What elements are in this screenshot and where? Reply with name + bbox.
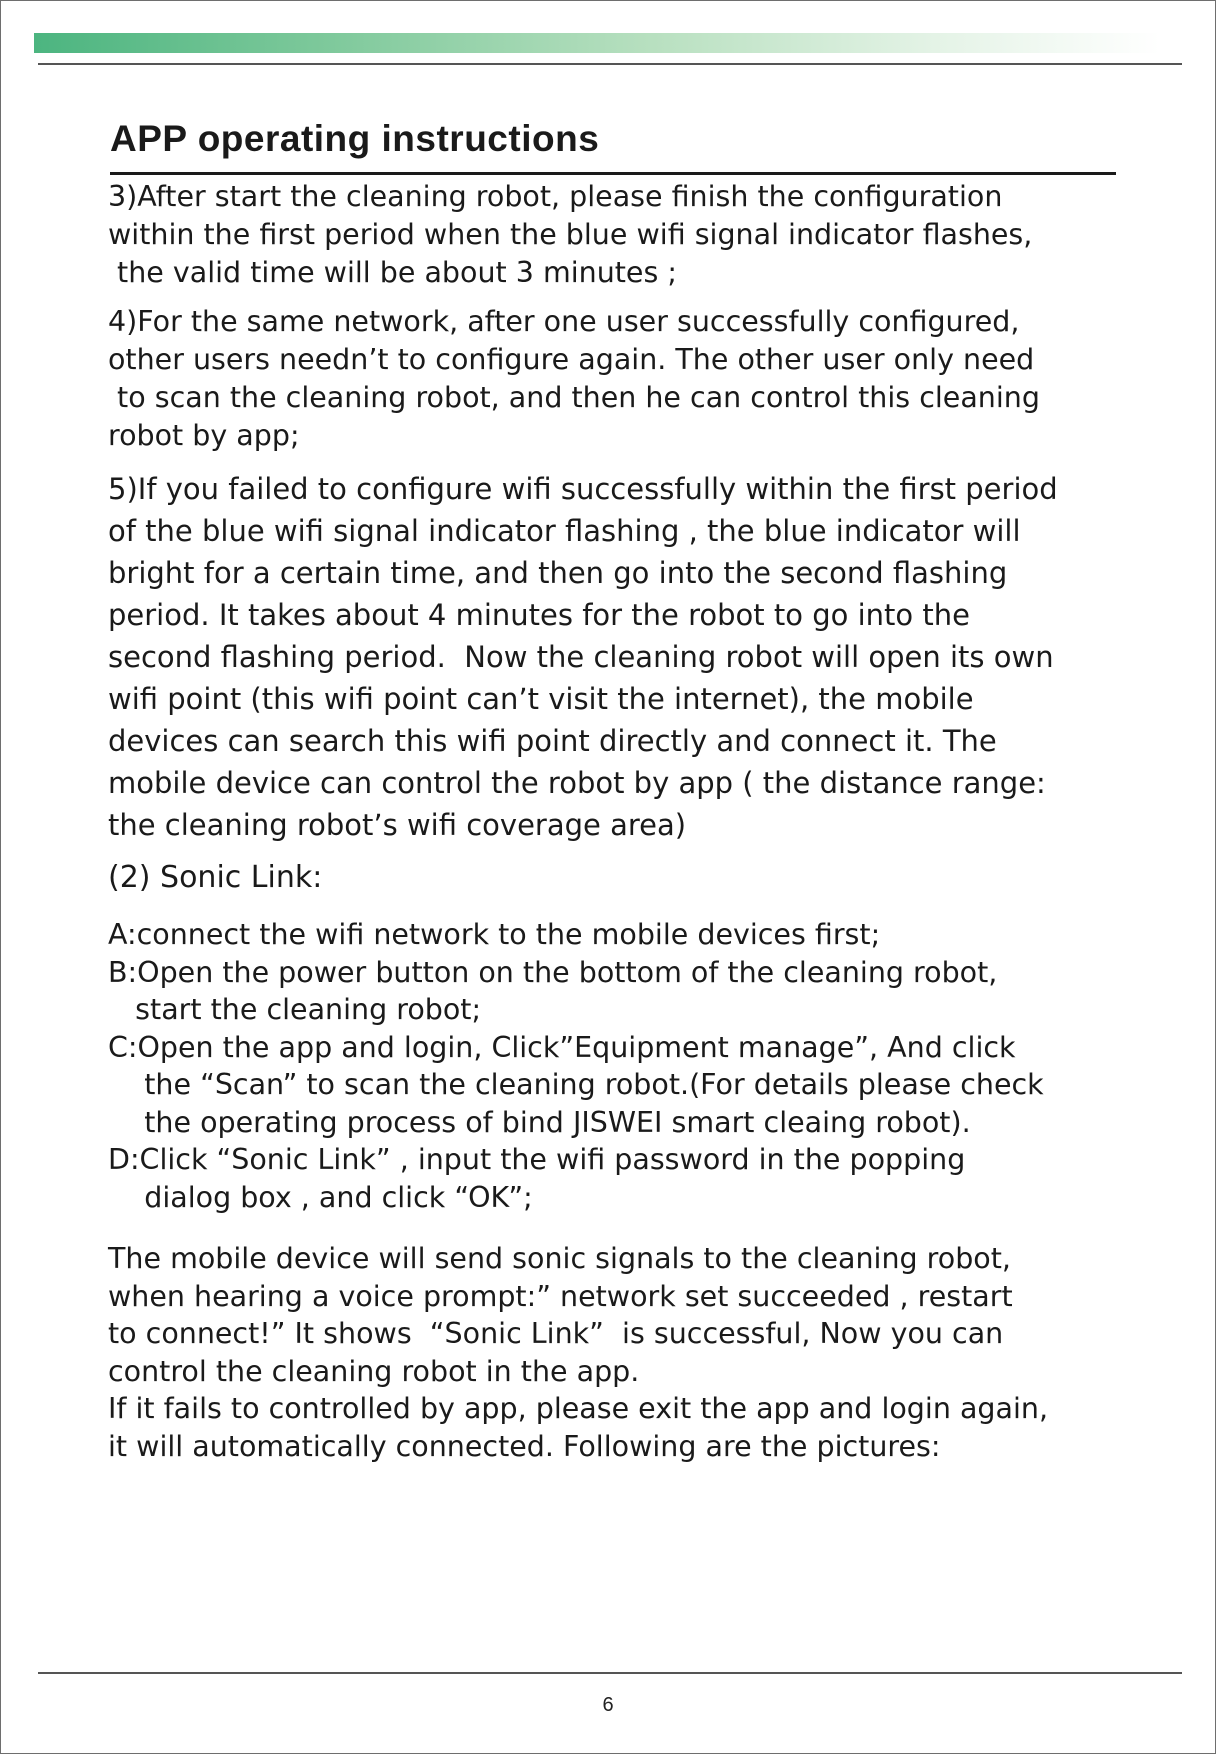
header-rule xyxy=(38,63,1182,65)
text-line: control the cleaning robot in the app. xyxy=(108,1354,640,1388)
text-line: If it fails to controlled by app, please exit the app and login again, xyxy=(108,1392,1048,1425)
list-item: B:Open the power button on the bottom of the cleaning robot, xyxy=(108,955,998,989)
text-line: when hearing a voice prompt:” network set succeeded , restart xyxy=(108,1279,1013,1313)
text-line: to scan the cleaning robot, and then he can control this cleaning xyxy=(108,381,1040,414)
list-item: the “Scan” to scan the cleaning robot.(For details please check xyxy=(108,1068,1044,1101)
text-line: robot by app; xyxy=(108,419,300,452)
text-line: second flashing period. Now the cleaning robot will open its own xyxy=(108,640,1054,674)
text-line: 3)After start the cleaning robot, please finish the configuration xyxy=(108,180,1003,213)
sonic-link-steps xyxy=(108,916,1128,1216)
step-3-paragraph xyxy=(108,178,1128,292)
list-item: C:Open the app and login, Click”Equipment manage”, And click xyxy=(108,1030,1016,1064)
text-line: devices can search this wifi point directly and connect it. The xyxy=(108,724,997,758)
text-line: of the blue wifi signal indicator flashing , the blue indicator will xyxy=(108,514,1021,548)
text-line: the cleaning robot’s wifi coverage area) xyxy=(108,808,687,842)
page-number: 6 xyxy=(602,1694,614,1716)
list-item: A:connect the wifi network to the mobile devices first; xyxy=(108,918,881,951)
page-title: APP operating instructions xyxy=(110,118,600,159)
title-underline xyxy=(110,172,1116,175)
text-line: it will automatically connected. Following are the pictures: xyxy=(108,1429,941,1463)
text-line: within the first period when the blue wifi signal indicator flashes, xyxy=(108,218,1033,251)
step-5-paragraph xyxy=(108,468,1128,846)
list-item: D:Click “Sonic Link” , input the wifi password in the popping xyxy=(108,1143,966,1176)
text-line: wifi point (this wifi point can’t visit the internet), the mobile xyxy=(108,682,974,716)
text-line: period. It takes about 4 minutes for the robot to go into the xyxy=(108,598,970,632)
text-line: The mobile device will send sonic signals to the cleaning robot, xyxy=(108,1242,1011,1275)
footer-rule xyxy=(38,1672,1182,1674)
step-4-paragraph xyxy=(108,303,1128,455)
list-item: start the cleaning robot; xyxy=(108,993,482,1026)
text-line: mobile device can control the robot by app ( the distance range: xyxy=(108,766,1046,800)
list-item: dialog box , and click “OK”; xyxy=(108,1180,533,1214)
text-line: 5)If you failed to configure wifi successfully within the first period xyxy=(108,472,1058,506)
list-item: the operating process of bind JISWEI smart cleaing robot). xyxy=(108,1105,971,1139)
text-line: 4)For the same network, after one user successfully configured, xyxy=(108,305,1020,338)
sonic-link-result-paragraph xyxy=(108,1240,1128,1465)
header-gradient-bar xyxy=(34,33,1160,53)
text-line: to connect!” It shows “Sonic Link” is successful, Now you can xyxy=(108,1317,1004,1350)
text-line: other users needn’t to configure again. The other user only need xyxy=(108,343,1035,376)
text-line: bright for a certain time, and then go into the second flashing xyxy=(108,556,1008,590)
text-line: the valid time will be about 3 minutes ; xyxy=(108,256,677,289)
sonic-link-heading: (2) Sonic Link: xyxy=(108,860,323,895)
